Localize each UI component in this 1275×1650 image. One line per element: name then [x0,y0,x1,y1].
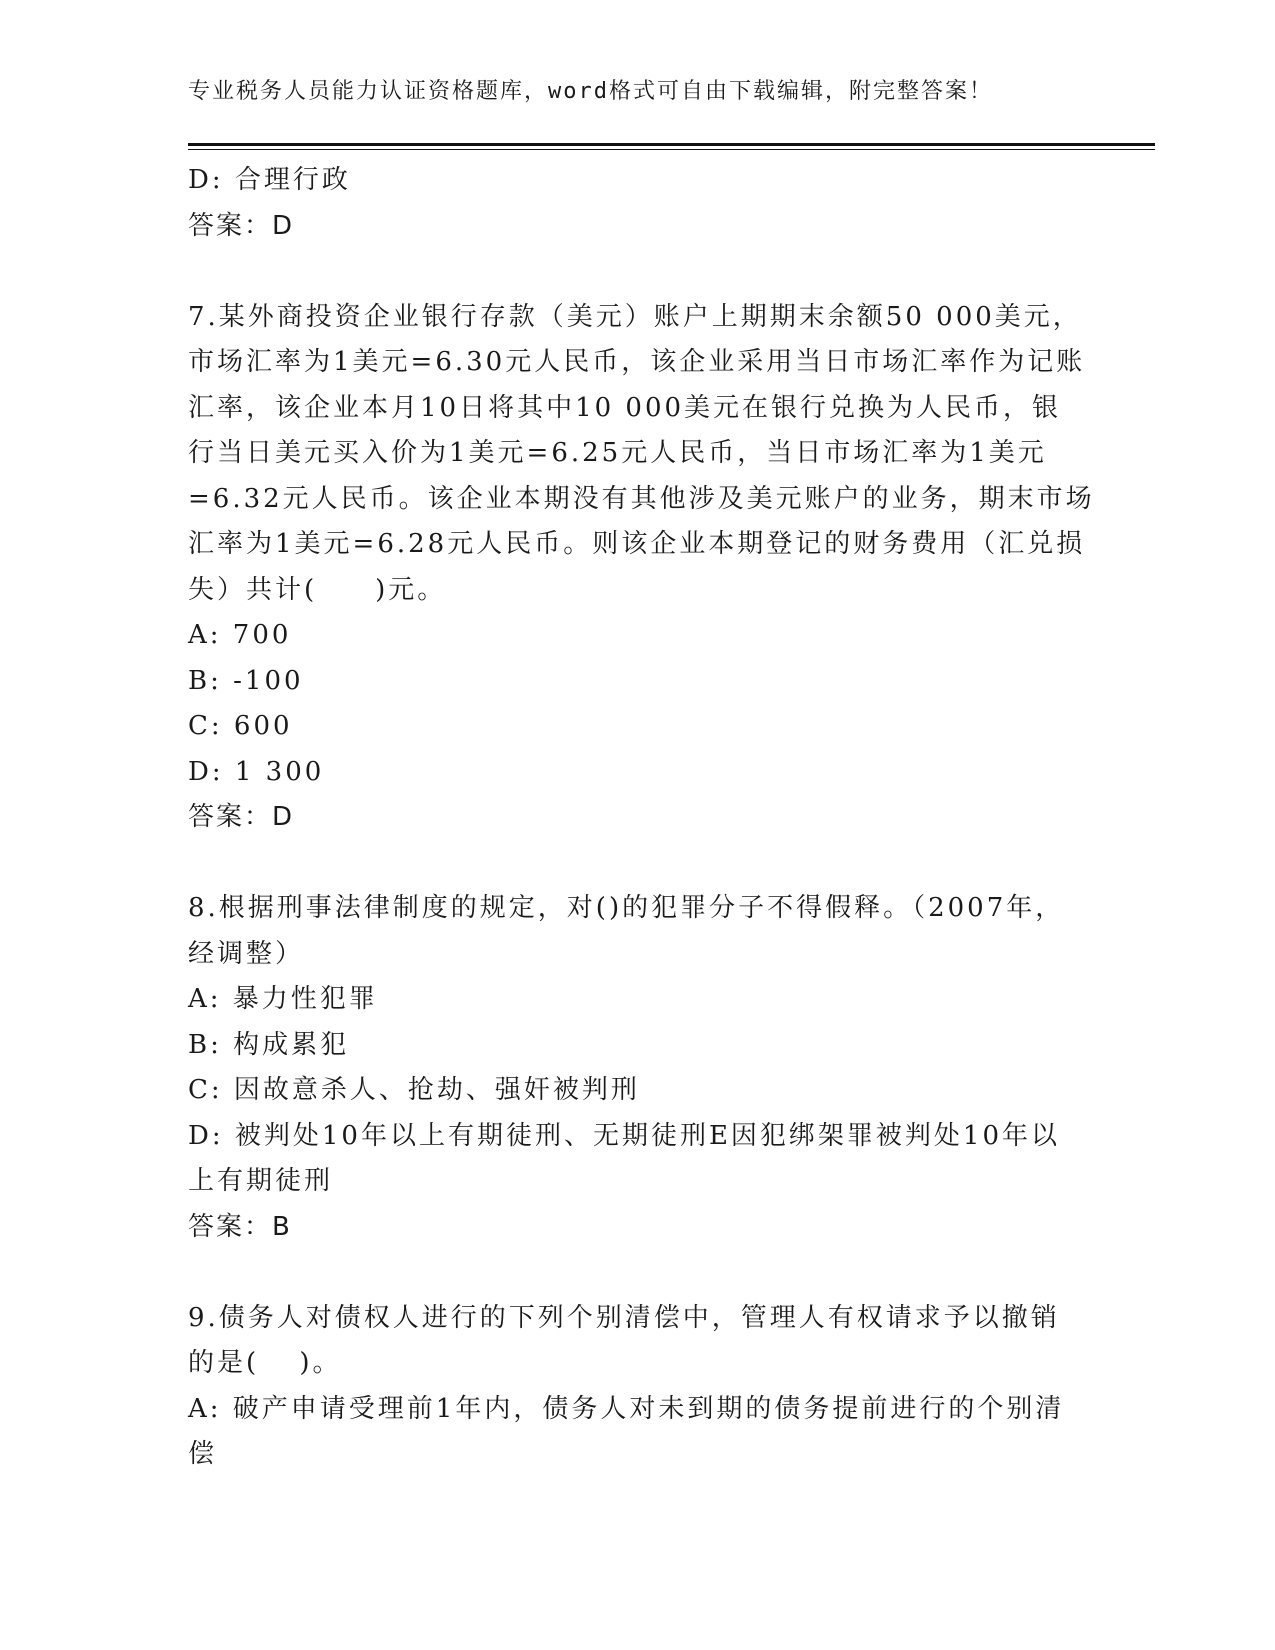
q8-option-b: B: 构成累犯 [188,1029,350,1060]
q8-stem [188,886,1088,977]
q7-option-d: D: 1 300 [188,756,325,787]
q7-stem-line: =6.32元人民币。该企业本期没有其他涉及美元账户的业务，期末市场 [188,483,1095,514]
q8-option-c: C: 因故意杀人、抢劫、强奸被判刑 [188,1075,640,1105]
q8-answer: 答案：B [188,1211,292,1242]
spacer [188,841,1088,887]
q7-stem-line: 市场汇率为1美元=6.30元人民币，该企业采用当日市场汇率作为记账 [188,347,1086,377]
q8-stem-line: 经调整） [188,938,305,969]
q7-stem-line: 7.某外商投资企业银行存款（美元）账户上期期末余额50 000美元， [188,301,1082,332]
q9-stem [188,1296,1088,1387]
q7-stem-line: 行当日美元买入价为1美元=6.25元人民币，当日市场汇率为1美元 [188,438,1047,468]
q9-option-a-line: A: 破产申请受理前1年内，债务人对未到期的债务提前进行的个别清 [188,1393,1065,1424]
q7-stem-line: 汇率，该企业本月10日将其中10 000美元在银行兑换为人民币，银 [188,392,1062,423]
q6-option-d: D: 合理行政 [188,165,351,195]
q9-stem-line: 9.债务人对债权人进行的下列个别清偿中，管理人有权请求予以撤销 [188,1302,1060,1333]
q7-option-c: C: 600 [188,711,293,741]
q7-stem-line: 汇率为1美元=6.28元人民币。则该企业本期登记的财务费用（汇兑损 [188,529,1086,559]
page-header: 专业税务人员能力认证资格题库，word格式可自由下载编辑，附完整答案！ [188,79,993,104]
q7-stem [188,295,1095,614]
q9-stem-line: 的是( )。 [188,1348,342,1378]
header-rule-thin [188,149,1155,150]
header-rule-thick [188,143,1155,146]
q7-option-a: A: 700 [188,620,292,650]
q7-answer: 答案：D [188,802,295,832]
spacer [188,1250,1088,1296]
q7-stem-line: 失）共计( )元。 [188,574,447,605]
q9-option-a-line: 偿 [188,1439,218,1469]
q8-option-d-line: D: 被判处10年以上有期徒刑、无期徒刑E因犯绑架罪被判处10年以 [188,1120,1061,1151]
q7-option-b: B: -100 [188,665,304,696]
q8-option-a: A: 暴力性犯罪 [188,984,378,1014]
spacer [188,249,1088,295]
q6-answer: 答案：D [188,210,295,241]
document-body [188,158,1095,1478]
q8-stem-line: 8.根据刑事法律制度的规定，对()的犯罪分子不得假释。（2007年， [188,893,1065,923]
q8-option-d-line: 上有期徒刑 [188,1166,334,1196]
